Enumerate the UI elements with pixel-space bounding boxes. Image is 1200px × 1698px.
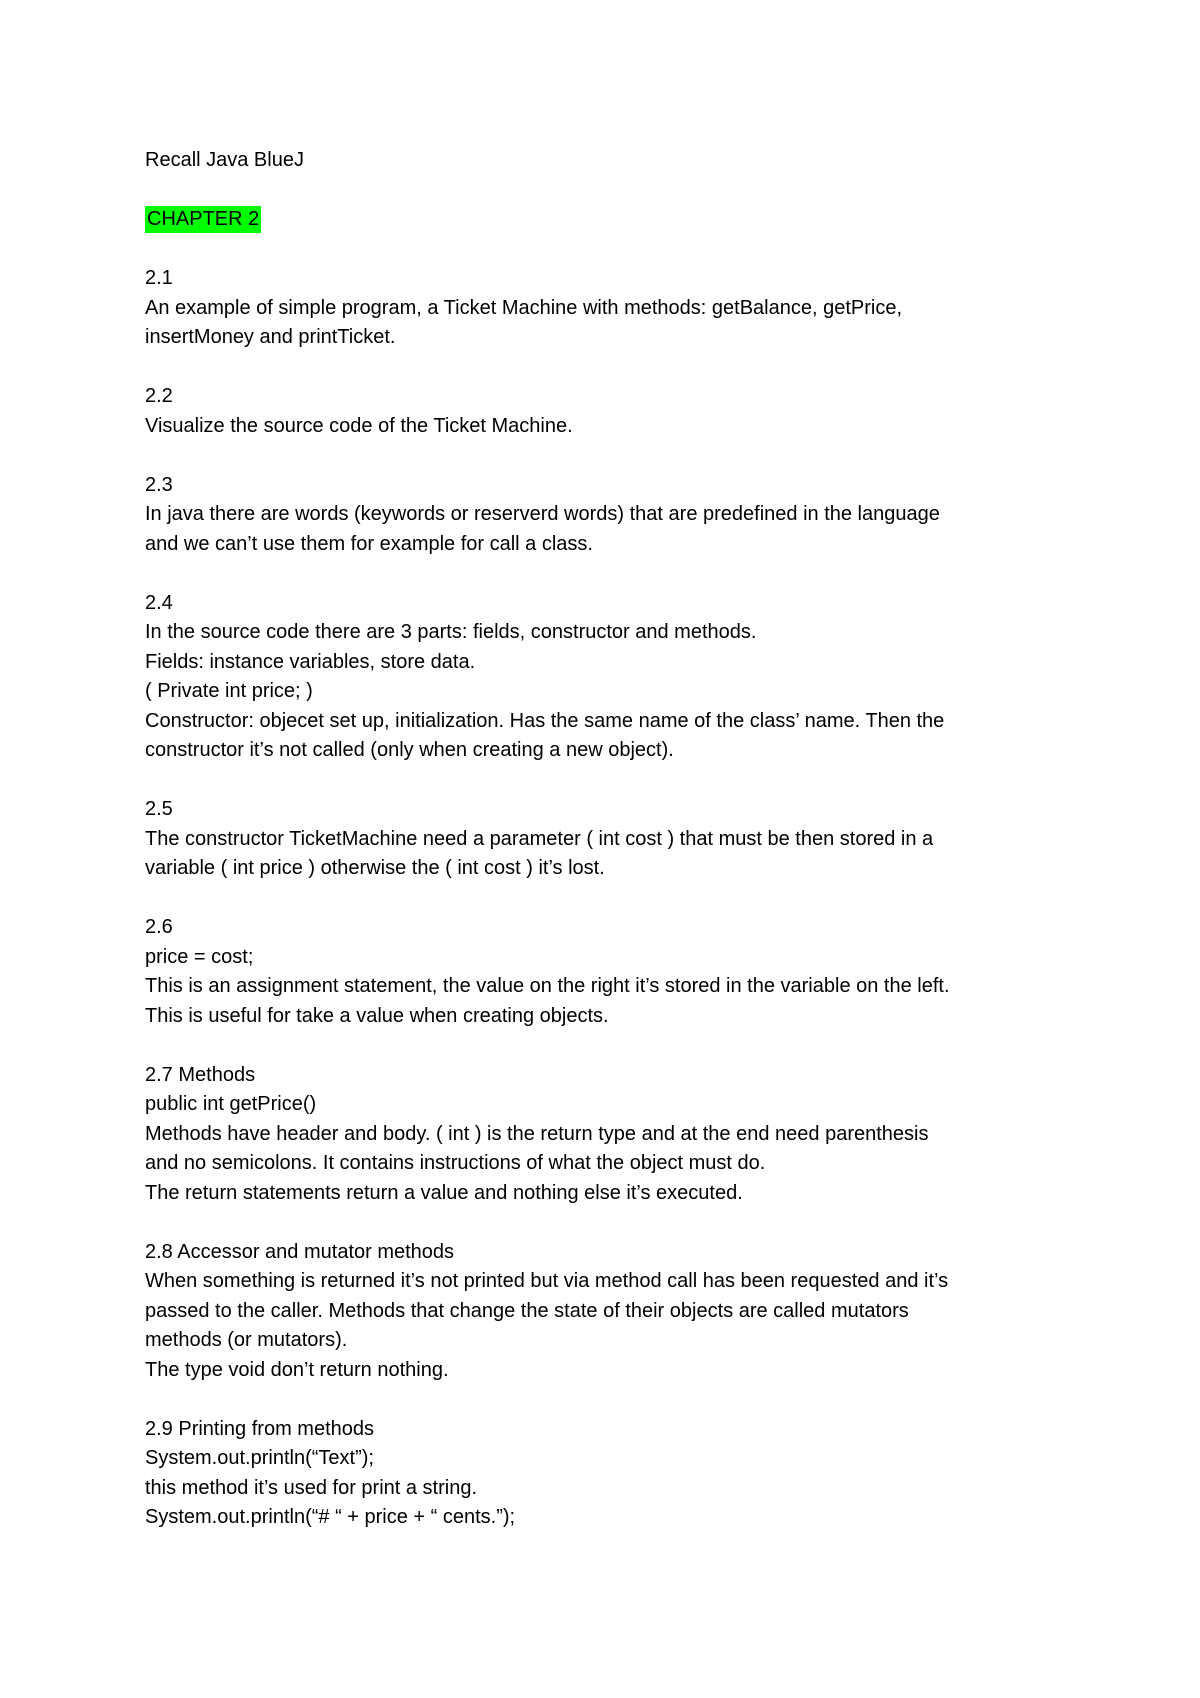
section [145, 589, 1105, 766]
section [145, 382, 1105, 441]
section-heading: 2.2 [145, 385, 173, 407]
sections-container [145, 235, 1105, 1533]
spacer [145, 1208, 1105, 1238]
section-text-line: this method it’s used for print a string. [145, 1476, 478, 1499]
section-text-line: Fields: instance variables, store data. [145, 650, 476, 673]
section-text-line: and no semicolons. It contains instructions of what the object must do. [145, 1152, 766, 1174]
section-text-line: constructor it’s not called (only when creating a new object). [145, 739, 674, 761]
section [145, 471, 1105, 560]
document-body [145, 146, 1105, 1533]
section-text-line: methods (or mutators). [145, 1329, 348, 1351]
section-text-line: This is useful for take a value when creating objects. [145, 1004, 609, 1027]
spacer [145, 1031, 1105, 1061]
section [145, 795, 1105, 884]
spacer [145, 766, 1105, 796]
section-heading: 2.1 [145, 267, 173, 289]
section-text-line: System.out.println(“# “ + price + “ cents.”); [145, 1506, 516, 1528]
section-text-line: In the source code there are 3 parts: fields, constructor and methods. [145, 621, 757, 643]
section [145, 264, 1105, 353]
chapter-line [145, 205, 1105, 235]
spacer [145, 176, 1105, 206]
section-text-line: When something is returned it’s not printed but via method call has been requested and it’s [145, 1270, 949, 1292]
spacer [145, 1385, 1105, 1415]
spacer [145, 235, 1105, 265]
section-heading: 2.5 [145, 798, 173, 820]
section-text-line: Methods have header and body. ( int ) is the return type and at the end need parenthesis [145, 1122, 929, 1145]
section [145, 1061, 1105, 1209]
section-heading: 2.6 [145, 916, 173, 938]
section-text-line: The type void don’t return nothing. [145, 1358, 449, 1381]
section-text-line: public int getPrice() [145, 1093, 317, 1115]
section-heading: 2.4 [145, 591, 173, 614]
section-text-line: and we can’t use them for example for call a class. [145, 532, 593, 555]
section-heading: 2.7 Methods [145, 1063, 256, 1086]
section-text-line: The return statements return a value and nothing else it’s executed. [145, 1181, 743, 1204]
section-heading: 2.9 Printing from methods [145, 1417, 374, 1440]
spacer [145, 884, 1105, 914]
spacer [145, 353, 1105, 383]
section-text-line: In java there are words (keywords or reserverd words) that are predefined in the language [145, 503, 940, 525]
section-text-line: variable ( int price ) otherwise the ( int cost ) it’s lost. [145, 857, 605, 879]
section-text-line: Visualize the source code of the Ticket Machine. [145, 414, 573, 437]
section-heading: 2.8 Accessor and mutator methods [145, 1240, 455, 1263]
chapter-highlight: CHAPTER 2 [145, 206, 261, 233]
section-text-line: System.out.println(“Text”); [145, 1447, 374, 1469]
section [145, 1238, 1105, 1386]
spacer [145, 559, 1105, 589]
section-text-line: price = cost; [145, 945, 254, 968]
section-text-line: An example of simple program, a Ticket Machine with methods: getBalance, getPrice, [145, 296, 903, 319]
section-text-line: ( Private int price; ) [145, 680, 313, 702]
section-text-line: insertMoney and printTicket. [145, 326, 396, 348]
section-heading: 2.3 [145, 473, 173, 496]
section-text-line: The constructor TicketMachine need a parameter ( int cost ) that must be then stored in a [145, 827, 934, 850]
spacer [145, 441, 1105, 471]
document-title: Recall Java BlueJ [145, 149, 304, 171]
section [145, 913, 1105, 1031]
section [145, 1415, 1105, 1533]
section-text-line: Constructor: objecet set up, initialization. Has the same name of the class’ name. Then the [145, 709, 945, 732]
section-text-line: passed to the caller. Methods that change the state of their objects are called mutators [145, 1299, 909, 1322]
section-text-line: This is an assignment statement, the value on the right it’s stored in the variable on the left. [145, 975, 950, 997]
